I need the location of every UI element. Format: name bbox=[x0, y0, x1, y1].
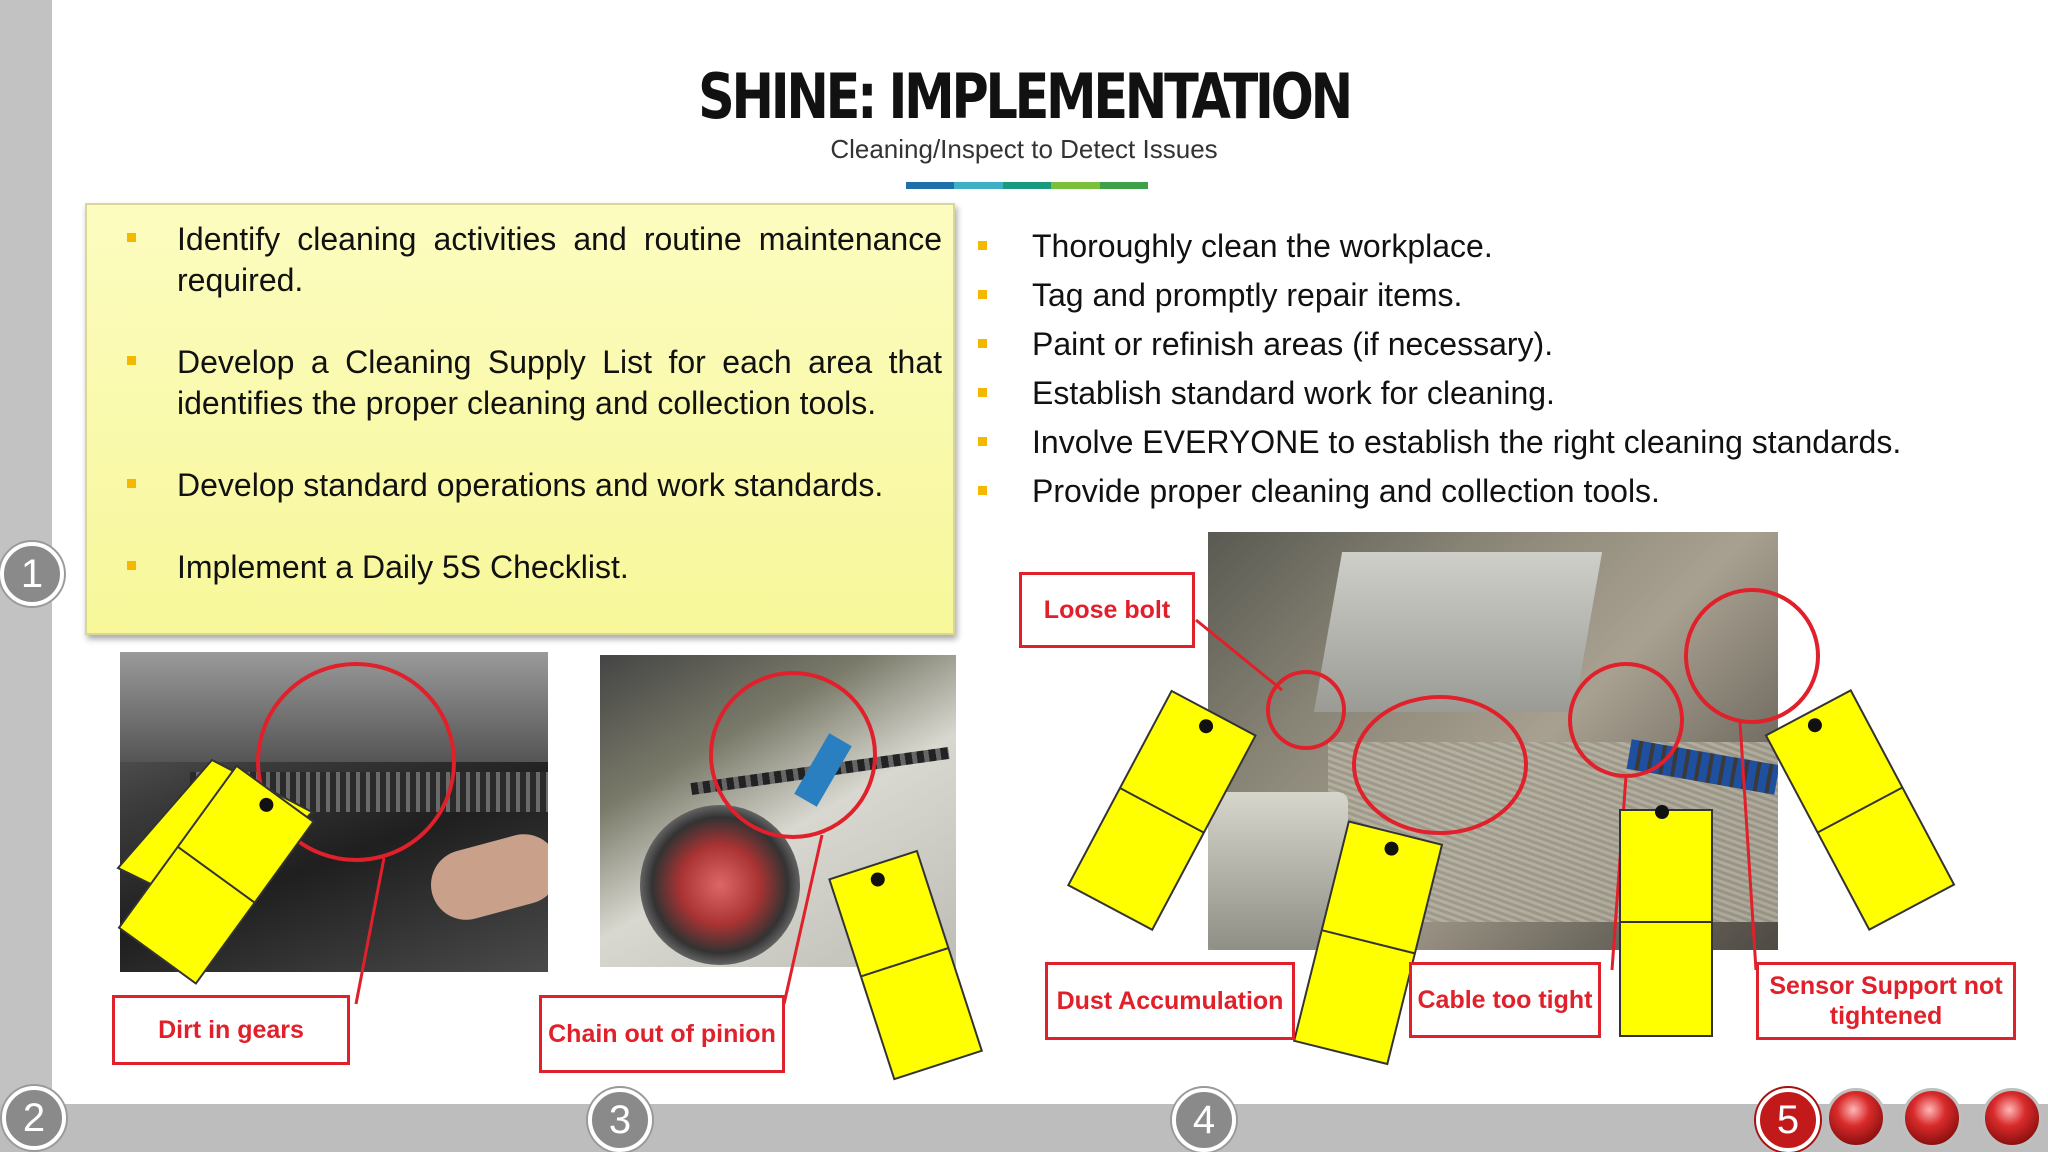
highlight-circle bbox=[1354, 697, 1526, 833]
leader-line bbox=[1740, 722, 1756, 970]
action-bullet-text: Tag and promptly repair items. bbox=[1032, 277, 1463, 313]
yellow-tag bbox=[1766, 690, 1954, 929]
yellow-tag bbox=[1068, 691, 1255, 930]
summary-bullet-text: Identify cleaning activities and routine maintenance required. bbox=[177, 221, 942, 298]
callout-sensor-support: Sensor Support not tightened bbox=[1756, 962, 2016, 1040]
leader-line bbox=[784, 835, 822, 1004]
yellow-tag bbox=[1620, 805, 1712, 1036]
nav-dot-icon[interactable] bbox=[1826, 1088, 1886, 1148]
action-bullet-text: Thoroughly clean the workplace. bbox=[1032, 228, 1493, 264]
callout-dust-accumulation: Dust Accumulation bbox=[1045, 962, 1295, 1040]
nav-dot-icon[interactable] bbox=[1902, 1088, 1962, 1148]
highlight-circle bbox=[1686, 590, 1818, 722]
highlight-circle bbox=[711, 673, 875, 837]
nav-step-2[interactable]: 2 bbox=[2, 1086, 66, 1150]
highlight-circle bbox=[1570, 664, 1682, 776]
callout-chain-out-of-pinion: Chain out of pinion bbox=[539, 995, 785, 1073]
callout-dirt-in-gears: Dirt in gears bbox=[112, 995, 350, 1065]
action-bullet-text: Provide proper cleaning and collection tools. bbox=[1032, 473, 1660, 509]
nav-step-5[interactable]: 5 bbox=[1756, 1088, 1820, 1152]
nav-dot-icon[interactable] bbox=[1982, 1088, 2042, 1148]
action-bullet-text: Establish standard work for cleaning. bbox=[1032, 375, 1555, 411]
nav-step-3[interactable]: 3 bbox=[588, 1088, 652, 1152]
yellow-tag bbox=[829, 851, 981, 1079]
highlight-circle bbox=[1268, 672, 1344, 748]
leader-line bbox=[1196, 620, 1282, 690]
summary-bullet-text: Implement a Daily 5S Checklist. bbox=[177, 549, 629, 585]
action-bullet-text: Involve EVERYONE to establish the right cleaning standards. bbox=[1032, 424, 1902, 460]
summary-bullet-text: Develop a Cleaning Supply List for each area that identifies the proper cleaning and collection tools. bbox=[177, 344, 942, 421]
callout-cable-too-tight: Cable too tight bbox=[1409, 962, 1601, 1038]
callout-loose-bolt: Loose bolt bbox=[1019, 572, 1195, 648]
slide-title: SHINE: IMPLEMENTATION bbox=[698, 60, 1350, 133]
nav-step-4[interactable]: 4 bbox=[1172, 1088, 1236, 1152]
action-bullet-text: Paint or refinish areas (if necessary). bbox=[1032, 326, 1554, 362]
nav-step-1[interactable]: 1 bbox=[0, 542, 64, 606]
leader-line bbox=[356, 858, 384, 1004]
summary-bullet-text: Develop standard operations and work standards. bbox=[177, 467, 884, 503]
slide-subtitle: Cleaning/Inspect to Detect Issues bbox=[830, 134, 1218, 164]
